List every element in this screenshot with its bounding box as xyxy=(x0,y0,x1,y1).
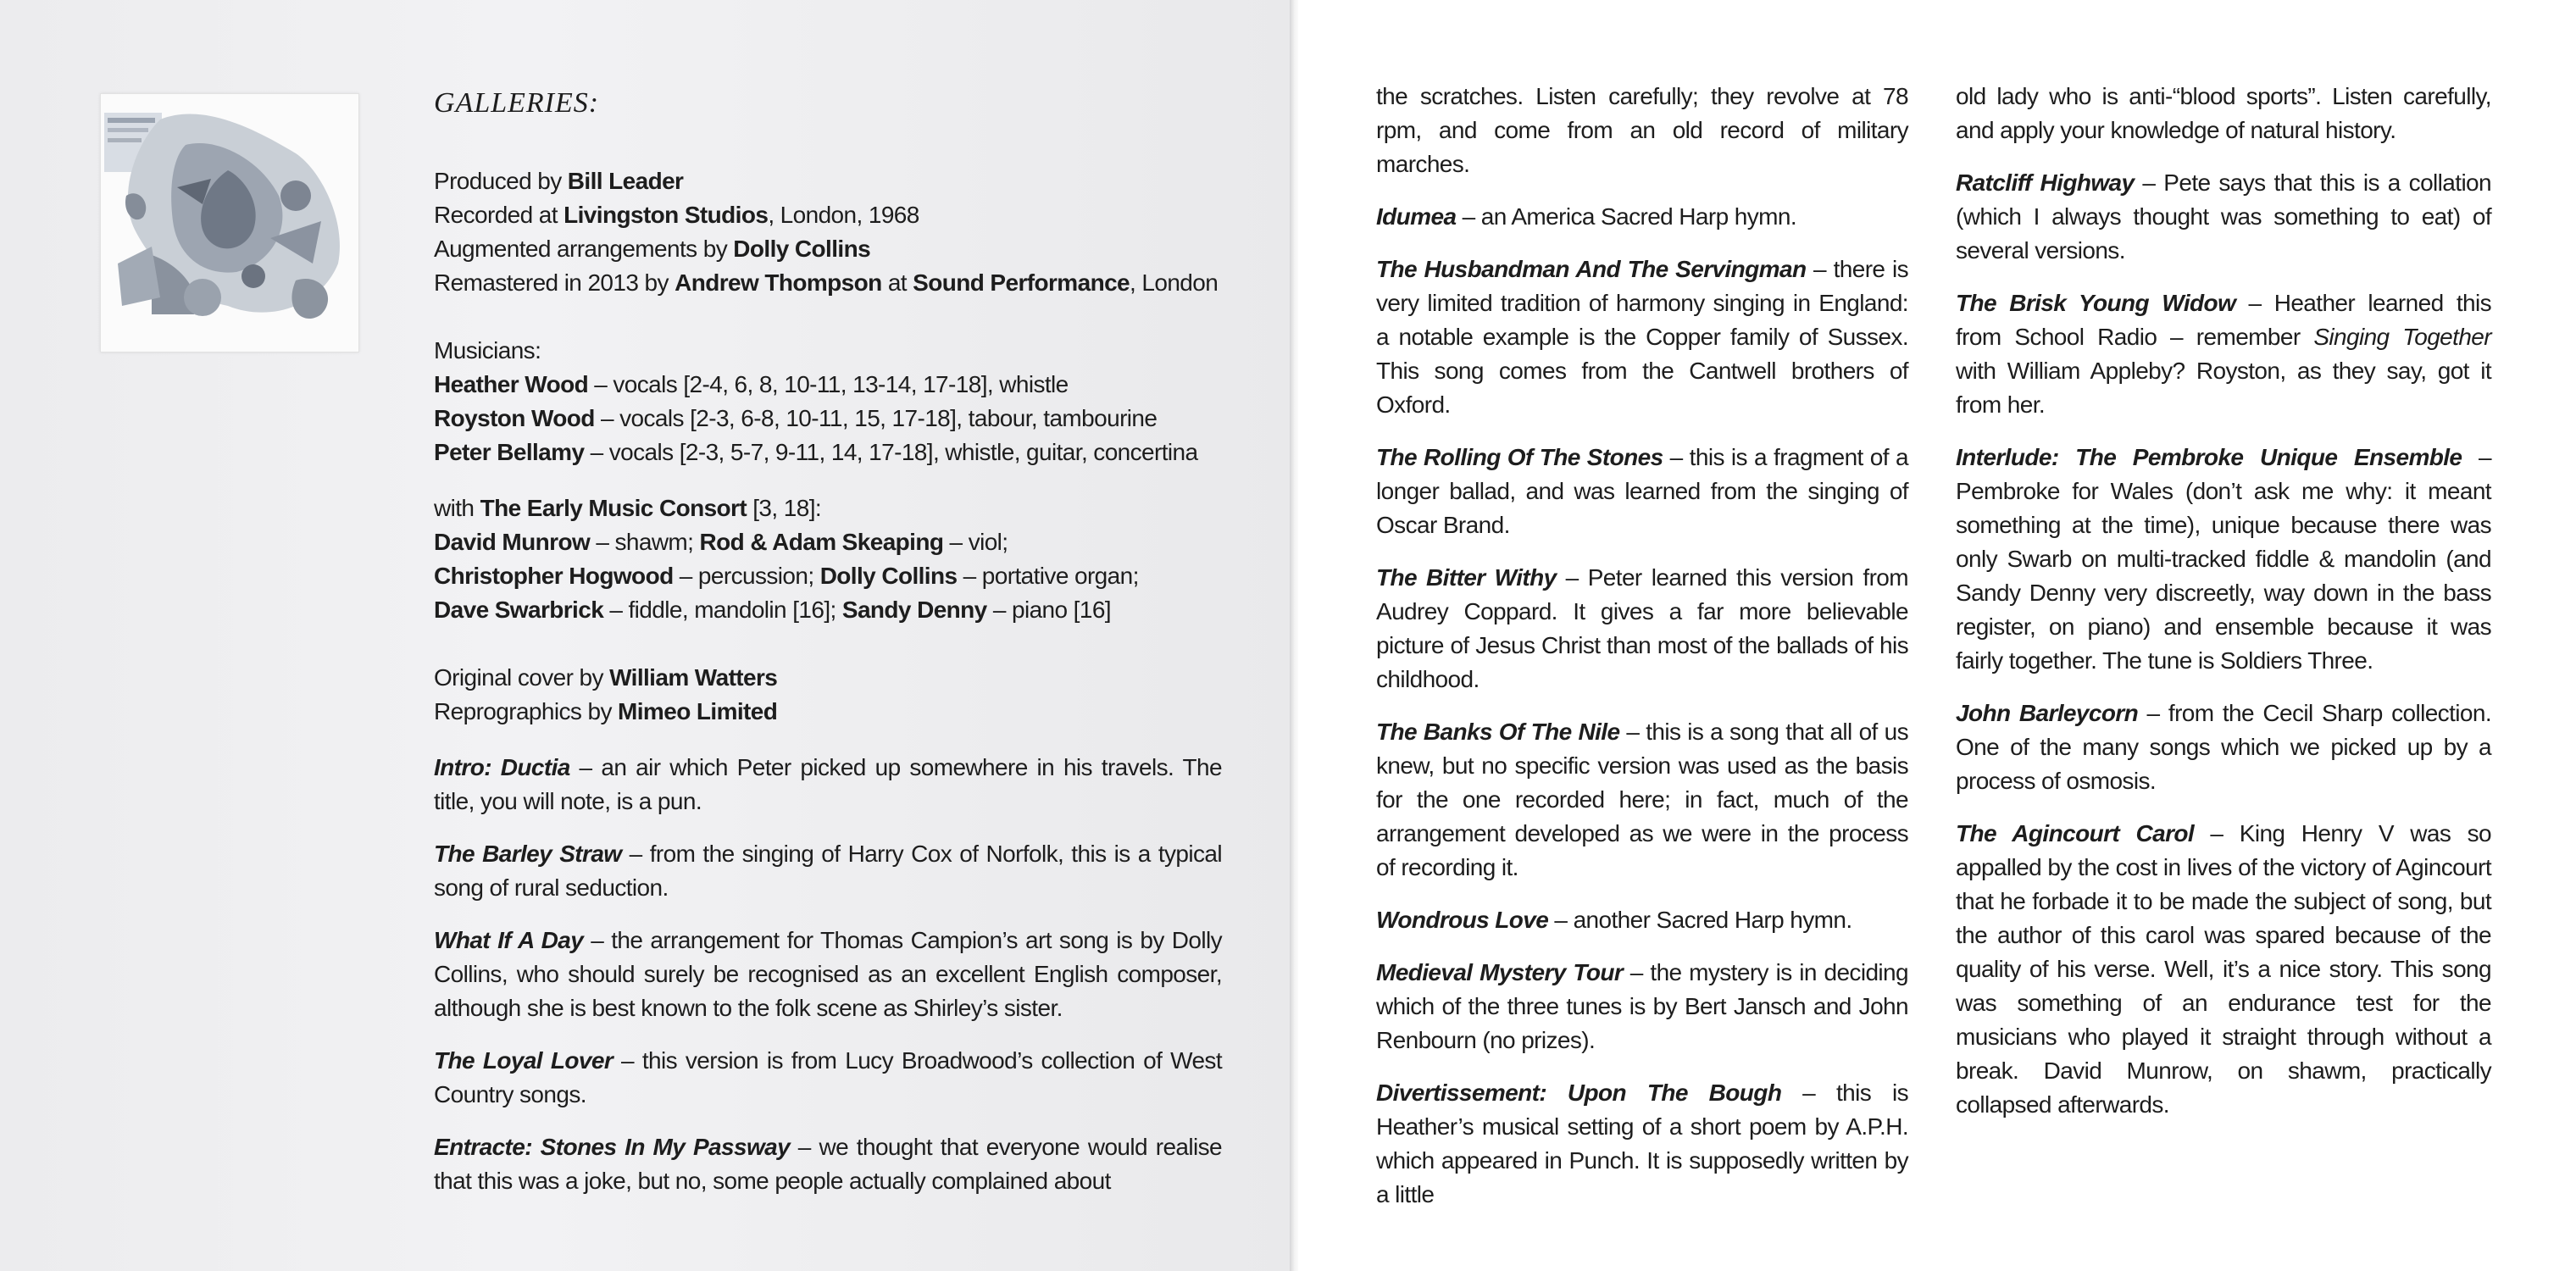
credit-remastered: Remastered in 2013 by Andrew Thompson at Sound Performance, London xyxy=(434,269,1219,296)
consort-members-row: David Munrow – shawm; Rod & Adam Skeaping – viol; xyxy=(434,529,1008,555)
track-note: The Agincourt Carol – King Henry V was so appalled by the cost in lives of the victory of Agincourt that he forbade it to be made the subject of song, but the author of this carol was spared because of the quality of his verse. Well, it’s a nice story. This song was something of an endurance test for the musicians who played it straight through without a break. David Munrow, on shawm, practically collapsed afterwards. xyxy=(1956,820,2491,1118)
track-notes-column-3 xyxy=(1956,80,2491,1122)
track-note: John Barleycorn – from the Cecil Sharp collection. One of the many songs which we picked up by a process of osmosis. xyxy=(1956,700,2491,794)
continued-text: old lady who is anti-“blood sports”. Listen carefully, and apply your knowledge of natural history. xyxy=(1956,83,2491,143)
credit-cover-art: Original cover by William Watters xyxy=(434,664,778,691)
track-note: Interlude: The Pembroke Unique Ensemble – Pembroke for Wales (don’t ask me why: it meant something at the time), unique because there was only Swarb on multi-tracked fiddle & mandolin (and Sandy Denny very discreetly, way down in the bass register, on piano) and ensemble because it was fairly together. The tune is Soldiers Three. xyxy=(1956,444,2492,674)
track-note: The Banks Of The Nile – this is a song that all of us knew, but no specific version was used as the basis for the one recorded here; in fact, much of the arrangement developed as we were in the process of recording it. xyxy=(1376,719,1908,880)
continued-text: the scratches. Listen carefully; they revolve at 78 rpm, and come from an old record of military marches. xyxy=(1376,83,1908,177)
right-page xyxy=(1298,0,2576,1271)
credit-reprographics: Reprographics by Mimeo Limited xyxy=(434,698,778,724)
track-note: The Loyal Lover – this version is from Lucy Broadwood’s collection of West Country songs. xyxy=(434,1047,1223,1107)
booklet-spine xyxy=(1290,0,1298,1271)
musicians-label: Musicians: xyxy=(434,337,541,364)
track-note: Entracte: Stones In My Passway – we thought that everyone would realise that this was a joke, but no, some people actually complained about xyxy=(434,1134,1222,1194)
musician-heather-wood: Heather Wood – vocals [2-4, 6, 8, 10-11, 13-14, 17-18], whistle xyxy=(434,371,1069,397)
track-note: The Barley Straw – from the singing of Harry Cox of Norfolk, this is a typical song of rural seduction. xyxy=(434,841,1222,901)
album-cover-illustration xyxy=(101,94,358,352)
track-note: The Husbandman And The Servingman – there is very limited tradition of harmony singing in England: a notable example is the Copper family of Sussex. This song comes from the Cantwell brothers of Oxford. xyxy=(1376,256,1908,418)
credit-recorded: Recorded at Livingston Studios, London, 1968 xyxy=(434,202,919,228)
album-cover-thumbnail xyxy=(100,93,359,352)
credit-arrangements: Augmented arrangements by Dolly Collins xyxy=(434,236,871,262)
track-note: The Bitter Withy – Peter learned this version from Audrey Coppard. It gives a far more believable picture of Jesus Christ than most of the ballads of his childhood. xyxy=(1376,564,1908,692)
consort-line: with The Early Music Consort [3, 18]: xyxy=(434,495,822,521)
track-note: Wondrous Love – another Sacred Harp hymn. xyxy=(1376,907,1852,933)
consort-members-row: Dave Swarbrick – fiddle, mandolin [16]; Sandy Denny – piano [16] xyxy=(434,597,1111,623)
track-note: What If A Day – the arrangement for Thomas Campion’s art song is by Dolly Collins, who should surely be recognised as an excellent English composer, although she is best known to the folk scene as Shirley’s sister. xyxy=(434,927,1222,1021)
track-notes-column-2 xyxy=(1376,80,1908,1212)
track-note: The Brisk Young Widow – Heather learned this from School Radio – remember Singing Together with William Appleby? Royston, as they say, got it from her. xyxy=(1956,290,2491,418)
track-notes-column-1 xyxy=(434,751,1222,1198)
track-note: Divertissement: Upon The Bough – this is Heather’s musical setting of a short poem by A.P.H. which appeared in Punch. It is supposedly written by a little xyxy=(1376,1080,1908,1207)
musician-peter-bellamy: Peter Bellamy – vocals [2-3, 5-7, 9-11, 14, 17-18], whistle, guitar, concertina xyxy=(434,439,1198,465)
track-note: The Rolling Of The Stones – this is a fragment of a longer ballad, and was learned from the singing of Oscar Brand. xyxy=(1376,444,1908,538)
track-note: Medieval Mystery Tour – the mystery is in deciding which of the three tunes is by Bert Jansch and John Renbourn (no prizes). xyxy=(1376,959,1908,1053)
track-note: Ratcliff Highway – Pete says that this is a collation (which I always thought was something to eat) of several versions. xyxy=(1956,169,2492,264)
track-note: Idumea – an America Sacred Harp hymn. xyxy=(1376,203,1797,230)
consort-members-row: Christopher Hogwood – percussion; Dolly Collins – portative organ; xyxy=(434,563,1139,589)
musician-royston-wood: Royston Wood – vocals [2-3, 6-8, 10-11, 15, 17-18], tabour, tambourine xyxy=(434,405,1158,431)
credit-producer: Produced by Bill Leader xyxy=(434,168,684,194)
album-title: GALLERIES: xyxy=(434,87,600,119)
track-note: Intro: Ductia – an air which Peter picked up somewhere in his travels. The title, you will note, is a pun. xyxy=(434,754,1222,814)
credits-block xyxy=(434,86,1219,729)
